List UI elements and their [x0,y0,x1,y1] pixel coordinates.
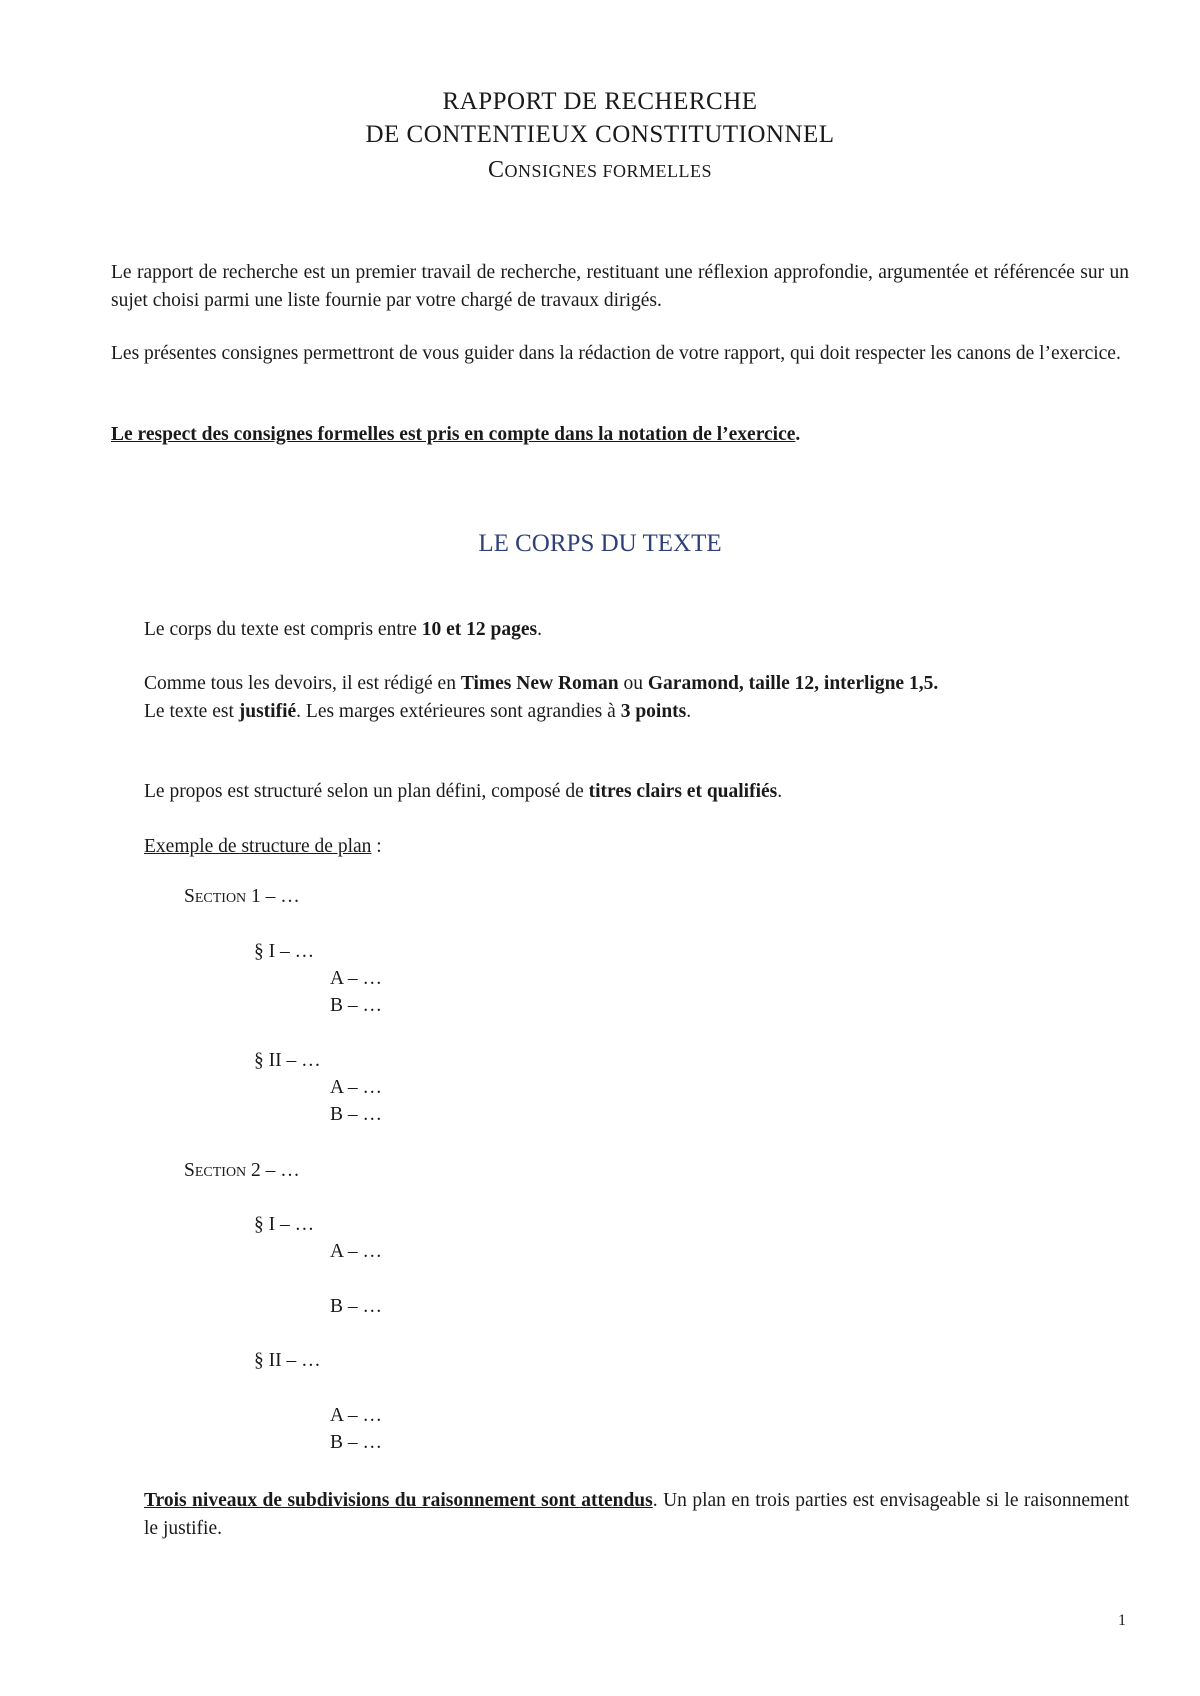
subdivisions-requirement: Trois niveaux de subdivisions du raisonnement sont attendus [144,1490,653,1511]
structure-paragraph [144,778,1129,806]
plan-s2-p2-b: B – … [330,1432,383,1453]
title-line-1: RAPPORT DE RECHERCHE [442,88,758,115]
subtitle [0,156,1200,184]
structure-bold: titres clairs et qualifiés [588,781,778,802]
pages-prefix: Le corps du texte est compris entre [144,619,422,640]
subdivisions-rest: . Un plan en trois parties est envisageable si le raisonnement le justifie. [144,1490,1129,1539]
justify-suffix: . [686,701,692,722]
pages-suffix: . [537,619,543,640]
font-name-2: Garamond, taille 12, interligne 1,5. [647,673,939,694]
intro-paragraph-3 [111,421,1129,449]
plan-s1-paragraph-2: § II – … [254,1050,321,1071]
plan-s2-p1-b: B – … [330,1296,383,1317]
structure-suffix: . [777,781,783,802]
structure-prefix: Le propos est structuré selon un plan défini, composé de [144,781,589,802]
example-colon: : [371,836,382,857]
justify-prefix: Le texte est [144,701,239,722]
plan-section-2: Section 2 – … [184,1160,300,1181]
plan-s2-p1-a: A – … [330,1241,383,1262]
example-label: Exemple de structure de plan [144,836,372,857]
font-prefix: Comme tous les devoirs, il est rédigé en [144,673,461,694]
margins-bold: 3 points [620,701,687,722]
justify-bold: justifié [238,701,297,722]
plan-s1-p2-b: B – … [330,1104,383,1125]
pages-paragraph [144,616,1129,644]
subdivisions-paragraph [144,1487,1129,1543]
subtitle-initial: C [487,157,505,183]
intro-paragraph-1: Le rapport de recherche est un premier travail de recherche, restituant une réflexion approfondie, argumentée et référencée sur un sujet choisi parmi une liste fournie par votre chargé de travaux dirigés. [111,262,1129,311]
font-paragraph [144,670,1129,726]
font-name-1: Times New Roman [460,673,619,694]
pages-count: 10 et 12 pages [421,619,538,640]
plan-s1-p2-a: A – … [330,1077,383,1098]
subtitle-rest: ONSIGNES FORMELLES [504,161,713,181]
plan-s1-p1-b: B – … [330,995,383,1016]
font-mid: ou [618,673,648,694]
grading-notice: Le respect des consignes formelles est pris en compte dans la notation de l’exercice [111,424,796,445]
plan-s1-paragraph-1: § I – … [254,941,315,962]
intro-paragraph-2: Les présentes consignes permettront de vous guider dans la rédaction de votre rapport, qui doit respecter les canons de l’exercice. [111,343,1121,364]
page-number: 1 [1118,1612,1126,1629]
plan-section-1: Section 1 – … [184,886,300,907]
example-label-line [144,833,1129,861]
title-line-2: DE CONTENTIEUX CONSTITUTIONNEL [365,121,835,148]
grading-notice-period: . [795,424,801,445]
plan-s1-p1-a: A – … [330,968,383,989]
justify-mid: . Les marges extérieures sont agrandies à [296,701,621,722]
plan-s2-paragraph-1: § I – … [254,1214,315,1235]
plan-s2-p2-a: A – … [330,1405,383,1426]
plan-s2-paragraph-2: § II – … [254,1350,321,1371]
section-heading: LE CORPS DU TEXTE [478,530,722,557]
